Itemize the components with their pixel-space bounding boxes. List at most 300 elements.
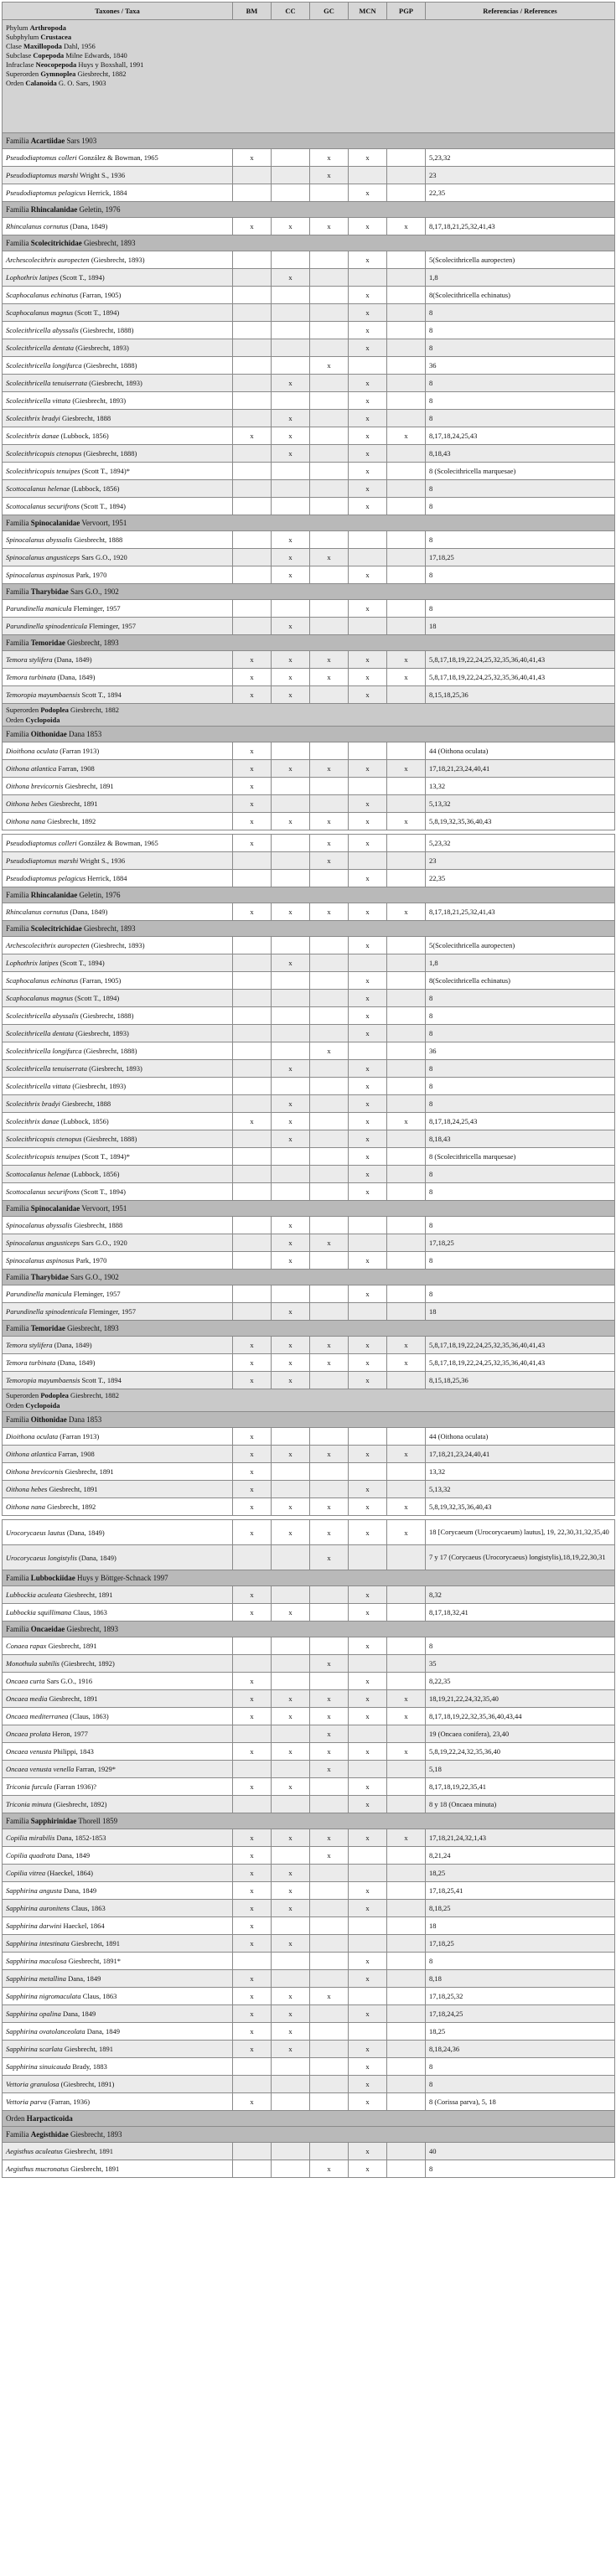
presence-gc (310, 480, 349, 498)
taxon-name: Maxillopoda (23, 42, 62, 50)
presence-gc (310, 427, 349, 445)
table-row (3, 760, 615, 778)
presence-cc (272, 1637, 310, 1655)
presence-bm (233, 972, 272, 990)
presence-pgp (387, 2093, 426, 2111)
table-row (3, 1148, 615, 1166)
family-label: Familia (6, 205, 31, 214)
classification-block (3, 20, 615, 133)
table-row (3, 795, 615, 813)
family-row (3, 921, 615, 937)
presence-bm: x (233, 1372, 272, 1389)
presence-mcn: x (349, 1953, 387, 1970)
presence-pgp (387, 852, 426, 870)
presence-cc (272, 870, 310, 887)
species-name: Pseudodiaptomus pelagicus (6, 874, 86, 882)
species-cell (3, 1545, 233, 1570)
species-cell (3, 1042, 233, 1060)
presence-cc: x (272, 1935, 310, 1953)
references-cell: 5,8,19,22,24,32,35,36,40 (426, 1743, 615, 1761)
species-author: Dana, 1849 (60, 2010, 96, 2018)
presence-gc: x (310, 651, 349, 669)
references-cell: 17,18,21,23,24,40,41 (426, 1446, 615, 1463)
references-cell: 8 (426, 990, 615, 1007)
presence-bm (233, 549, 272, 566)
presence-gc (310, 742, 349, 760)
presence-mcn: x (349, 1829, 387, 1847)
presence-gc (310, 2143, 349, 2160)
presence-pgp (387, 531, 426, 549)
family-name: Rhincalanidae (30, 891, 78, 899)
species-cell (3, 1166, 233, 1183)
references-cell: 8,17,18,24,25,43 (426, 1113, 615, 1130)
presence-gc (310, 184, 349, 202)
references-cell: 8,18 (426, 1970, 615, 1988)
species-author: (Dana, 1849) (68, 222, 108, 230)
species-author: Giesbrecht, 1891 (63, 1467, 114, 1476)
table-row (3, 1042, 615, 1060)
presence-gc (310, 2041, 349, 2058)
presence-bm (233, 392, 272, 410)
family-cell (3, 1270, 615, 1285)
presence-mcn (349, 852, 387, 870)
species-name: Lophothrix latipes (6, 959, 59, 967)
presence-pgp (387, 251, 426, 269)
presence-mcn: x (349, 1007, 387, 1025)
presence-cc (272, 1586, 310, 1604)
species-author: Fleminger, 1957 (87, 622, 137, 630)
presence-gc (310, 463, 349, 480)
table-row (3, 1337, 615, 1354)
presence-gc (310, 954, 349, 972)
presence-cc (272, 1078, 310, 1095)
species-name: Oithona nana (6, 817, 45, 825)
presence-mcn: x (349, 1970, 387, 1988)
table-row (3, 167, 615, 184)
presence-gc (310, 1604, 349, 1622)
rank-label: Orden (6, 2114, 27, 2123)
presence-bm: x (233, 1708, 272, 1725)
species-cell (3, 1953, 233, 1970)
presence-gc: x (310, 1847, 349, 1865)
presence-cc: x (272, 1095, 310, 1113)
species-name: Scolecithrix bradyi (6, 414, 60, 422)
species-author: (Giesbrecht, 1893) (70, 396, 127, 405)
references-cell: 1,8 (426, 954, 615, 972)
references-cell: 8 (426, 1252, 615, 1270)
presence-pgp (387, 304, 426, 322)
species-author: (Giesbrecht, 1891) (59, 2080, 115, 2088)
family-row (3, 1321, 615, 1337)
species-author: Heron, 1977 (50, 1730, 88, 1738)
presence-gc (310, 1796, 349, 1813)
presence-pgp (387, 498, 426, 515)
presence-mcn: x (349, 322, 387, 339)
rank-label: Orden (6, 1401, 26, 1410)
table-row (3, 669, 615, 686)
references-cell: 5,8,19,32,35,36,40,43 (426, 813, 615, 830)
references-cell: 8(Scolecithricella echinatus) (426, 972, 615, 990)
species-cell (3, 463, 233, 480)
table-row (3, 1882, 615, 1900)
references-cell: 8,22,35 (426, 1673, 615, 1690)
table-row (3, 1166, 615, 1183)
references-cell: 8 (Corissa parva), 5, 18 (426, 2093, 615, 2111)
references-cell: 17,18,25 (426, 1234, 615, 1252)
species-author: (Lubbock, 1856) (70, 484, 120, 493)
table-row (3, 1446, 615, 1463)
species-name: Oithona brevicornis (6, 1467, 64, 1476)
species-name: Oncaea mediterranea (6, 1712, 69, 1720)
references-cell: 8,17,18,19,22,35,41 (426, 1778, 615, 1796)
presence-pgp: x (387, 669, 426, 686)
presence-cc: x (272, 1113, 310, 1130)
species-name: Scolecithricopsis ctenopus (6, 1135, 82, 1143)
species-author: Sars G.O., 1916 (44, 1677, 93, 1685)
presence-pgp (387, 1060, 426, 1078)
species-name: Pseudodiaptomus pelagicus (6, 189, 86, 197)
presence-mcn (349, 1655, 387, 1673)
presence-bm: x (233, 1463, 272, 1481)
presence-pgp (387, 1285, 426, 1303)
presence-cc (272, 2160, 310, 2178)
species-name: Spinocalanus angusticeps (6, 553, 80, 561)
species-author: (Giesbrecht, 1893) (87, 379, 142, 387)
presence-mcn: x (349, 1796, 387, 1813)
species-name: Scottocalanus securifrons (6, 502, 80, 510)
species-cell (3, 937, 233, 954)
presence-bm (233, 1655, 272, 1673)
species-name: Sapphirina nigromaculata (6, 1992, 81, 2000)
references-cell: 8 (426, 1285, 615, 1303)
family-author: Geletin, 1976 (77, 205, 121, 214)
presence-mcn: x (349, 304, 387, 322)
species-name: Archescolecithrix auropecten (6, 941, 90, 949)
table-row (3, 1285, 615, 1303)
species-name: Sapphirina scarlata (6, 2045, 63, 2053)
presence-gc: x (310, 1498, 349, 1516)
taxon-author: Huys y Boxshall, 1991 (76, 60, 144, 69)
references-cell: 8 (426, 566, 615, 584)
presence-gc (310, 322, 349, 339)
references-cell: 5,8,17,18,19,22,24,25,32,35,36,40,41,43 (426, 669, 615, 686)
table-row (3, 1372, 615, 1389)
presence-gc (310, 1078, 349, 1095)
presence-gc (310, 1900, 349, 1917)
species-cell (3, 566, 233, 584)
order-cell (3, 1389, 615, 1412)
species-author: Giesbrecht, 1892 (45, 817, 96, 825)
references-cell: 8 (426, 1166, 615, 1183)
presence-bm (233, 251, 272, 269)
species-author: Giesbrecht, 1891 (47, 1485, 98, 1493)
presence-bm (233, 1130, 272, 1148)
family-author: Huys y Böttger-Schnack 1997 (75, 1574, 168, 1582)
species-name: Copilia mirabilis (6, 1834, 55, 1842)
presence-pgp (387, 339, 426, 357)
presence-pgp (387, 1604, 426, 1622)
references-cell: 8,32 (426, 1586, 615, 1604)
species-cell (3, 1900, 233, 1917)
references-cell: 5,8,17,18,19,22,24,25,32,35,36,40,41,43 (426, 1337, 615, 1354)
presence-pgp (387, 1917, 426, 1935)
presence-mcn: x (349, 760, 387, 778)
presence-mcn: x (349, 445, 387, 463)
references-cell: 36 (426, 1042, 615, 1060)
species-author: Farran, 1908 (56, 1450, 95, 1458)
species-author: Claus, 1863 (69, 1904, 106, 1912)
family-author: Vervoort, 1951 (80, 1204, 127, 1213)
references-cell: 8,15,18,25,36 (426, 1372, 615, 1389)
family-author: Geletin, 1976 (77, 891, 121, 899)
header-pgp: PGP (387, 3, 426, 20)
species-cell (3, 1463, 233, 1481)
table-row (3, 1690, 615, 1708)
classification-line (6, 51, 611, 60)
presence-mcn: x (349, 669, 387, 686)
taxon-name: Calanoida (25, 79, 57, 87)
presence-bm (233, 1252, 272, 1270)
species-name: Scottocalanus helenae (6, 1170, 70, 1178)
family-name: Temoridae (30, 1324, 65, 1332)
taxon-author: Giesbrecht, 1882 (68, 1391, 120, 1399)
presence-bm: x (233, 669, 272, 686)
species-name: Sapphirina darwini (6, 1922, 62, 1930)
references-cell: 8 (426, 2160, 615, 2178)
family-row (3, 515, 615, 531)
presence-cc (272, 357, 310, 375)
references-cell: 8 (426, 1025, 615, 1042)
presence-mcn: x (349, 463, 387, 480)
family-label: Familia (6, 1817, 31, 1825)
presence-bm: x (233, 1586, 272, 1604)
presence-mcn: x (349, 1586, 387, 1604)
references-cell: 8,17,18,21,25,32,41,43 (426, 903, 615, 921)
table-row (3, 218, 615, 235)
species-name: Oncaea venusta venella (6, 1765, 75, 1773)
presence-mcn: x (349, 184, 387, 202)
species-name: Copilia vitrea (6, 1869, 46, 1877)
family-author: Sars G.O., 1902 (68, 587, 119, 596)
presence-gc: x (310, 1545, 349, 1570)
table-row (3, 251, 615, 269)
presence-cc: x (272, 1234, 310, 1252)
presence-gc: x (310, 1988, 349, 2005)
presence-bm (233, 600, 272, 618)
table-row (3, 870, 615, 887)
presence-cc: x (272, 686, 310, 704)
presence-pgp (387, 1761, 426, 1778)
table-row (3, 549, 615, 566)
presence-bm (233, 480, 272, 498)
references-cell: 8 (426, 1217, 615, 1234)
family-author: Giesbrecht, 1893 (65, 1324, 119, 1332)
presence-mcn: x (349, 1690, 387, 1708)
presence-mcn: x (349, 1078, 387, 1095)
presence-pgp: x (387, 1743, 426, 1761)
presence-gc (310, 2023, 349, 2041)
family-label: Familia (6, 891, 31, 899)
presence-cc: x (272, 218, 310, 235)
species-name: Aegisthus mucronatus (6, 2165, 70, 2173)
species-cell (3, 184, 233, 202)
presence-pgp: x (387, 1708, 426, 1725)
species-author: (Dana, 1849) (52, 655, 92, 664)
species-author: (Giesbrecht, 1888) (81, 1135, 137, 1143)
presence-pgp (387, 1778, 426, 1796)
table-row (3, 1953, 615, 1970)
species-cell (3, 304, 233, 322)
presence-mcn: x (349, 1637, 387, 1655)
presence-mcn: x (349, 1025, 387, 1042)
table-row (3, 1217, 615, 1234)
presence-cc (272, 1007, 310, 1025)
presence-cc (272, 1148, 310, 1166)
presence-bm: x (233, 651, 272, 669)
presence-mcn: x (349, 2041, 387, 2058)
presence-gc (310, 566, 349, 584)
presence-gc: x (310, 549, 349, 566)
presence-cc (272, 937, 310, 954)
references-cell: 5,18 (426, 1761, 615, 1778)
presence-cc: x (272, 1520, 310, 1545)
presence-cc (272, 795, 310, 813)
presence-bm (233, 304, 272, 322)
references-cell: 18,25 (426, 1865, 615, 1882)
taxon-name: Cyclopoida (25, 716, 60, 724)
presence-bm: x (233, 778, 272, 795)
family-label: Familia (6, 2130, 31, 2139)
presence-gc (310, 445, 349, 463)
species-cell (3, 1481, 233, 1498)
classification-line (6, 42, 611, 51)
species-cell (3, 1520, 233, 1545)
species-name: Archescolecithrix auropecten (6, 256, 90, 264)
presence-bm: x (233, 218, 272, 235)
species-name: Parundinella manicula (6, 1290, 72, 1298)
presence-mcn (349, 549, 387, 566)
family-name: Aegisthidae (30, 2130, 69, 2139)
presence-bm: x (233, 760, 272, 778)
presence-bm: x (233, 813, 272, 830)
species-name: Scolecithricella vittata (6, 396, 71, 405)
presence-pgp (387, 1988, 426, 2005)
presence-bm (233, 269, 272, 287)
presence-gc (310, 339, 349, 357)
table-row (3, 1545, 615, 1570)
presence-cc (272, 149, 310, 167)
presence-mcn (349, 1545, 387, 1570)
family-cell (3, 2127, 615, 2143)
presence-cc (272, 1953, 310, 1970)
presence-pgp: x (387, 903, 426, 921)
species-cell (3, 1865, 233, 1882)
table-row (3, 375, 615, 392)
taxon-author: Giesbrecht, 1882 (75, 70, 127, 78)
classification-row (3, 20, 615, 133)
presence-pgp (387, 1655, 426, 1673)
family-cell (3, 235, 615, 251)
presence-bm (233, 1637, 272, 1655)
species-cell (3, 375, 233, 392)
species-name: Dioithona oculata (6, 747, 59, 755)
presence-gc: x (310, 1708, 349, 1725)
species-cell (3, 287, 233, 304)
presence-cc (272, 990, 310, 1007)
references-cell: 40 (426, 2143, 615, 2160)
table-row (3, 1007, 615, 1025)
presence-gc (310, 392, 349, 410)
species-cell (3, 531, 233, 549)
species-author: Giesbrecht, 1888 (72, 535, 123, 544)
presence-bm (233, 1303, 272, 1321)
table-row (3, 1900, 615, 1917)
species-name: Aegisthus aculeatus (6, 2147, 63, 2155)
table-row (3, 2093, 615, 2111)
references-cell: 8,18,43 (426, 1130, 615, 1148)
presence-mcn: x (349, 1498, 387, 1516)
presence-gc (310, 375, 349, 392)
presence-pgp (387, 2005, 426, 2023)
presence-pgp (387, 445, 426, 463)
presence-gc: x (310, 1725, 349, 1743)
presence-gc (310, 686, 349, 704)
references-cell: 8 (426, 322, 615, 339)
species-cell (3, 1130, 233, 1148)
table-row (3, 1761, 615, 1778)
table-row (3, 2076, 615, 2093)
species-name: Triconia furcula (6, 1782, 53, 1791)
presence-mcn (349, 1463, 387, 1481)
species-cell (3, 1882, 233, 1900)
presence-gc: x (310, 1042, 349, 1060)
presence-pgp: x (387, 1520, 426, 1545)
presence-mcn (349, 167, 387, 184)
species-author: (Farran 1936)? (52, 1782, 97, 1791)
references-cell: 8,17,18,32,41 (426, 1604, 615, 1622)
species-name: Rhincalanus cornutus (6, 908, 69, 916)
presence-bm (233, 1078, 272, 1095)
table-row (3, 1025, 615, 1042)
species-cell (3, 795, 233, 813)
family-label: Familia (6, 1415, 31, 1424)
references-cell: 8,18,43 (426, 445, 615, 463)
species-name: Scolecithricella abyssalis (6, 326, 79, 334)
species-cell (3, 1217, 233, 1234)
presence-gc: x (310, 1655, 349, 1673)
presence-mcn: x (349, 2076, 387, 2093)
presence-mcn: x (349, 1148, 387, 1166)
species-name: Scaphocalanus magnus (6, 308, 74, 317)
family-author: Dana 1853 (66, 1415, 102, 1424)
table-row (3, 1917, 615, 1935)
family-cell (3, 1412, 615, 1428)
species-author: (Dana, 1849) (65, 1528, 105, 1537)
species-name: Temora turbinata (6, 1358, 56, 1367)
table-row (3, 410, 615, 427)
species-name: Scolecithricella dentata (6, 1029, 74, 1037)
species-author: (Farran, 1905) (78, 291, 122, 299)
classification-line (6, 1400, 611, 1410)
references-cell: 13,32 (426, 778, 615, 795)
presence-mcn (349, 1761, 387, 1778)
presence-gc: x (310, 1743, 349, 1761)
species-author: Herrick, 1884 (85, 874, 127, 882)
species-name: Scolecithricella vittata (6, 1082, 71, 1090)
presence-mcn: x (349, 1882, 387, 1900)
presence-bm (233, 1761, 272, 1778)
species-name: Vettoria parva (6, 2098, 47, 2106)
